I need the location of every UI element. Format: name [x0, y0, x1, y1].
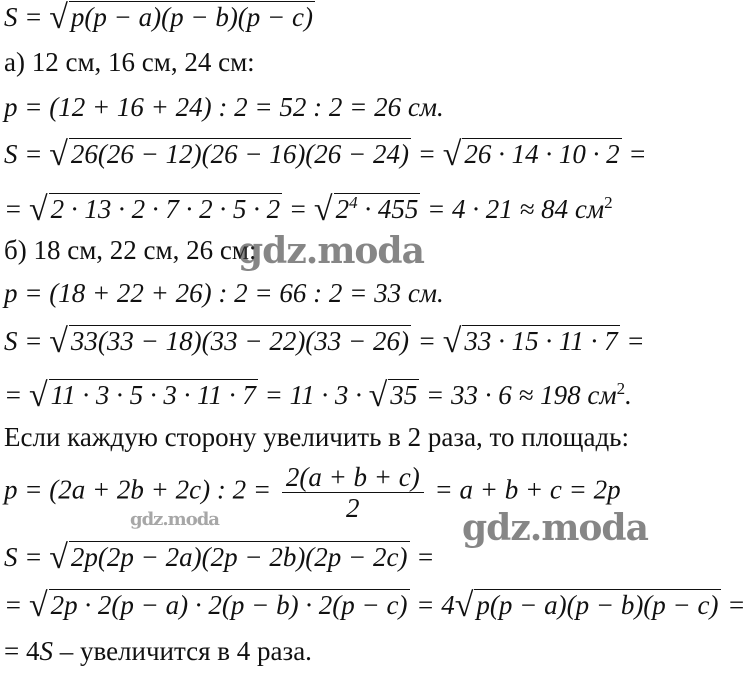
radical — [49, 137, 411, 172]
case-b-semiperimeter: p = (18 + 22 + 26) : 2 = 66 : 2 = 33 см. — [4, 278, 444, 308]
radical — [49, 324, 411, 359]
radical — [49, 540, 409, 575]
sqrt-icon: √ — [313, 191, 333, 228]
conclusion-text: – увеличится в 4 раза. — [52, 636, 312, 666]
sqrt-icon: √ — [28, 377, 48, 414]
equals: = — [619, 326, 645, 356]
equals: = — [4, 380, 29, 410]
area-symbol: S — [39, 636, 53, 666]
radical — [29, 378, 258, 413]
unit-exponent: 2 — [616, 379, 626, 398]
sqrt-icon: √ — [28, 191, 48, 228]
radical — [29, 192, 282, 227]
watermark-logo: gdz.moda — [238, 230, 424, 272]
radical — [49, 0, 315, 35]
radicand: 2 · 13 · 2 · 7 · 2 · 5 · 2 — [50, 194, 281, 224]
sqrt-icon: √ — [442, 136, 462, 173]
radical — [443, 137, 622, 172]
fraction — [282, 462, 424, 523]
radicand: p(p − a)(p − b)(p − c) — [70, 2, 313, 32]
formula-lhs: S = — [4, 2, 50, 32]
denominator: 2 — [346, 493, 360, 523]
base: 2 — [335, 194, 350, 224]
expression: p = (2a + 2b + 2c) : 2 = — [4, 474, 278, 505]
case-b-area-step1 — [4, 324, 645, 359]
sqrt-icon: √ — [49, 539, 68, 576]
sqrt-icon: √ — [49, 323, 68, 360]
formula-lhs: S = — [4, 326, 50, 356]
radicand: 2p(2p − 2a)(2p − 2b)(2p − 2c) — [70, 542, 408, 572]
radical — [443, 324, 620, 359]
equals: = — [411, 139, 443, 169]
equals: = — [409, 542, 435, 572]
radicand: 26 · 14 · 10 · 2 — [464, 139, 620, 169]
conclusion — [4, 634, 312, 668]
watermark-logo: gdz.moda — [462, 507, 648, 549]
scaled-area-step2 — [4, 588, 745, 623]
radical — [314, 186, 420, 227]
radical — [455, 588, 721, 623]
formula-lhs: S = — [4, 139, 50, 169]
case-b-area-step2 — [4, 372, 632, 413]
case-a-heading: а) 12 см, 16 см, 24 см: — [4, 47, 255, 77]
equals: = — [4, 194, 29, 224]
radicand: p(p − a)(p − b)(p − c) — [476, 590, 719, 620]
sqrt-icon: √ — [49, 0, 68, 36]
coefficient: = 4 — [409, 590, 455, 620]
radical — [369, 378, 420, 413]
radical — [29, 588, 410, 623]
scaled-area-step1 — [4, 540, 434, 575]
sqrt-icon: √ — [454, 587, 474, 624]
factor: · 455 — [357, 194, 419, 224]
radicand: 26(26 − 12)(26 − 16)(26 − 24) — [70, 139, 410, 169]
result: = 33 · 6 ≈ 198 см — [419, 380, 617, 410]
radicand: 33(33 − 18)(33 − 22)(33 − 26) — [70, 326, 410, 356]
sqrt-icon: √ — [442, 323, 462, 360]
watermark-logo-small: gdz.moda — [130, 509, 219, 530]
result: = 4 · 21 ≈ 84 см — [420, 194, 605, 224]
equals: = — [720, 590, 745, 620]
expression: = a + b + c = 2p — [427, 474, 621, 505]
heron-formula — [4, 0, 315, 35]
sqrt-icon: √ — [49, 136, 68, 173]
scaling-statement: Если каждую сторону увеличить в 2 раза, то площадь: — [4, 422, 629, 452]
equals: = — [282, 194, 314, 224]
case-a-area-step2 — [4, 186, 613, 227]
case-a-semiperimeter: p = (12 + 16 + 24) : 2 = 52 : 2 = 26 см. — [4, 92, 444, 122]
radicand: 33 · 15 · 11 · 7 — [464, 326, 618, 356]
numerator: 2(a + b + c) — [282, 462, 424, 493]
sqrt-icon: √ — [368, 377, 388, 414]
case-a-area-step1 — [4, 137, 647, 172]
period: . — [625, 380, 632, 410]
unit-exponent: 2 — [604, 193, 613, 212]
radicand: 11 · 3 · 5 · 3 · 11 · 7 — [50, 380, 256, 410]
equals: = — [621, 139, 647, 169]
sqrt-icon: √ — [28, 587, 48, 624]
conclusion-prefix: = 4 — [4, 636, 40, 666]
formula-lhs: S = — [4, 542, 50, 572]
radicand: 35 — [390, 380, 418, 410]
radicand: 2p · 2(p − a) · 2(p − b) · 2(p − c) — [50, 590, 408, 620]
equals: = — [4, 590, 29, 620]
product: = 11 · 3 · — [257, 380, 369, 410]
radicand — [334, 193, 421, 224]
exponent: 4 — [349, 193, 358, 212]
case-b-heading: б) 18 см, 22 см, 26 см: — [4, 235, 257, 265]
equals: = — [411, 326, 443, 356]
